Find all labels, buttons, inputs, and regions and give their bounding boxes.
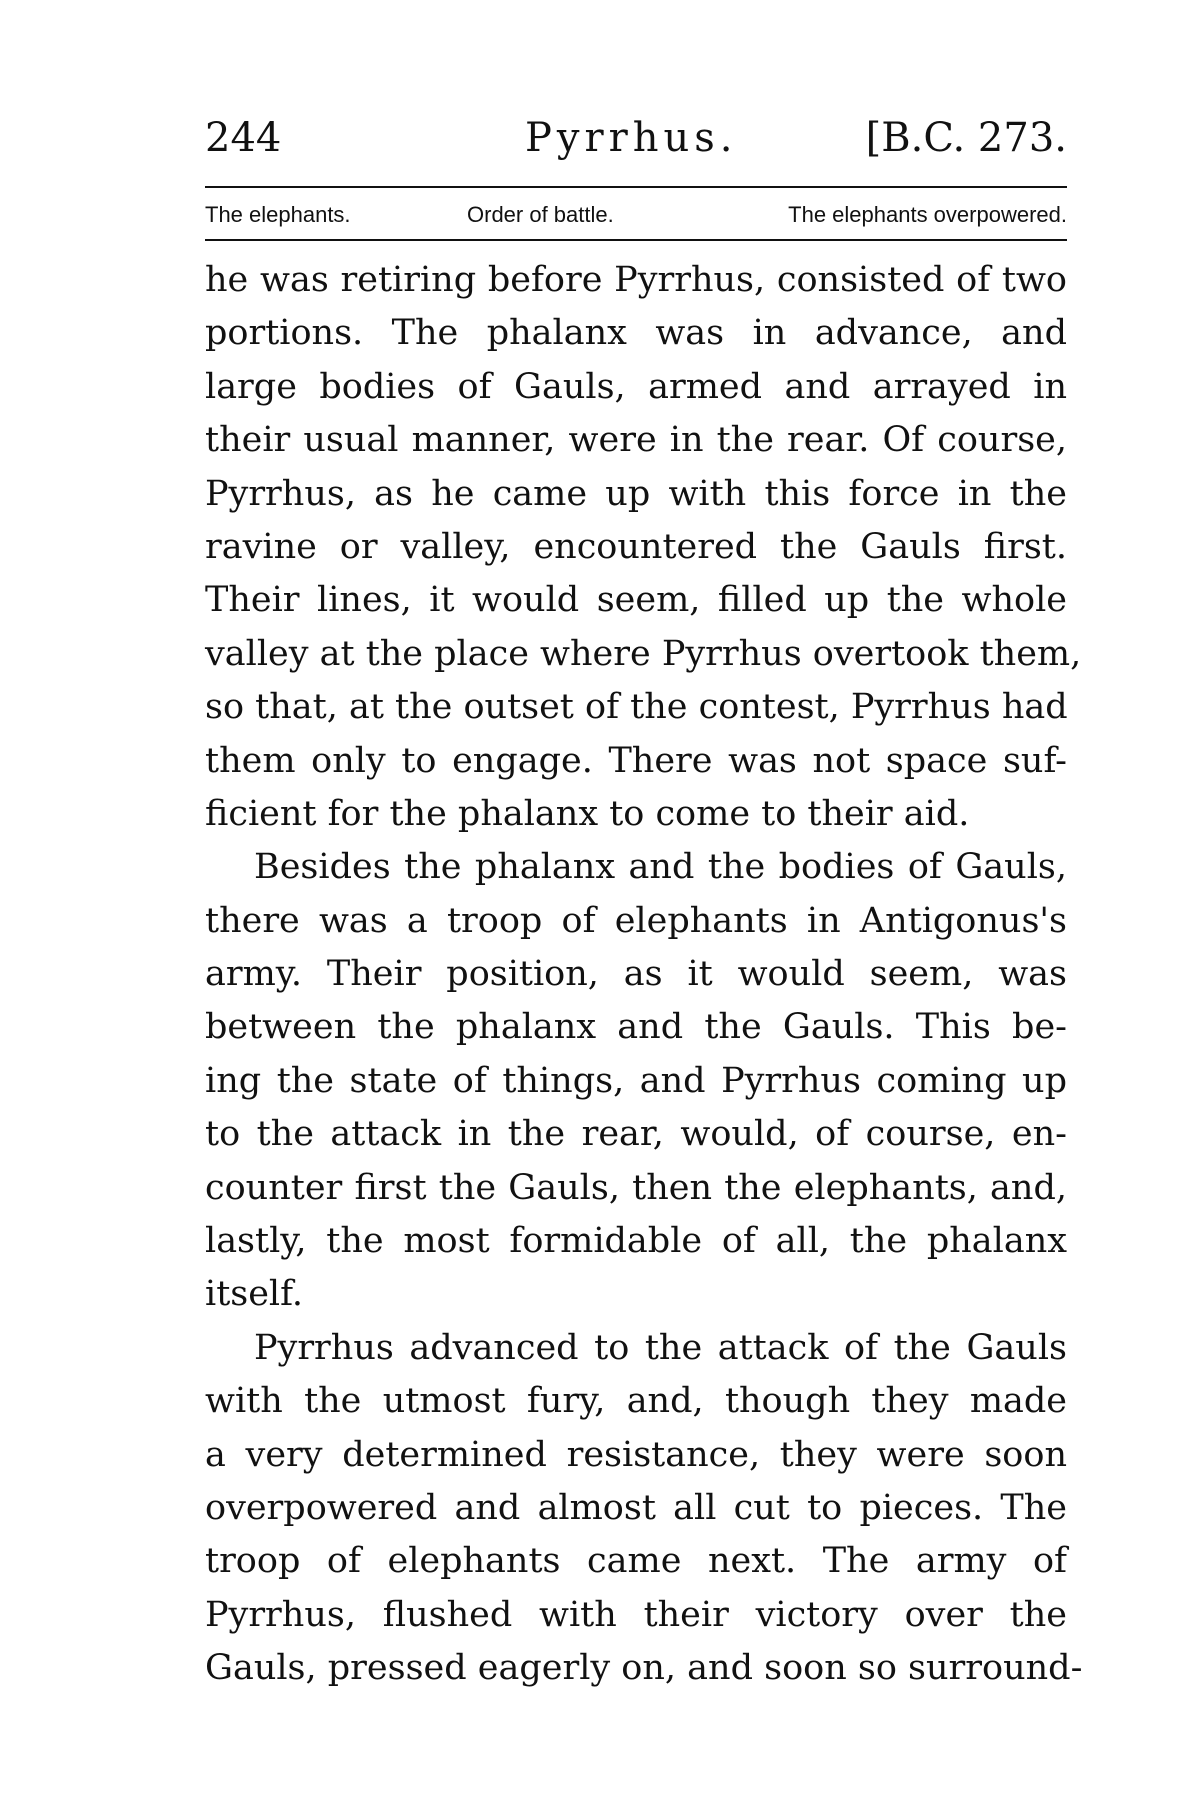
page-number: 244 <box>205 115 282 161</box>
header-rule-bottom <box>205 239 1067 241</box>
text-line: Pyrrhus, as he came up with this force in the <box>205 473 1067 514</box>
text-line: ing the state of things, and Pyrrhus coming up <box>205 1060 1067 1101</box>
text-line: Gauls, pressed eagerly on, and soon so surround- <box>205 1648 1083 1689</box>
subhead-elephants: The elephants. <box>205 202 351 227</box>
text-line: portions. The phalanx was in advance, and <box>205 313 1067 354</box>
text-line: army. Their position, as it would seem, was <box>205 954 1067 995</box>
text-line: he was retiring before Pyrrhus, consisted of two <box>205 260 1067 300</box>
text-line: Besides the phalanx and the bodies of Gauls, <box>254 847 1067 888</box>
header-rule-top <box>205 186 1067 188</box>
text-line: valley at the place where Pyrrhus overtook them, <box>205 633 1082 674</box>
paragraph-1 <box>205 254 1082 841</box>
paragraph-2 <box>205 841 1067 1322</box>
text-line: Pyrrhus, flushed with their victory over the <box>205 1594 1067 1635</box>
subhead-elephants-overpowered: The elephants overpowered. <box>788 202 1067 227</box>
subhead-order-of-battle: Order of battle. <box>467 202 614 227</box>
text-line: lastly, the most formidable of all, the phalanx <box>205 1221 1067 1262</box>
text-line: troop of elephants came next. The army of <box>205 1541 1067 1582</box>
text-line: their usual manner, were in the rear. Of course, <box>205 420 1067 461</box>
text-line: with the utmost fury, and, though they made <box>205 1381 1067 1422</box>
text-line: them only to engage. There was not space suf- <box>205 740 1067 781</box>
text-line: itself. <box>205 1274 303 1315</box>
text-line: ravine or valley, encountered the Gauls first. <box>205 526 1067 567</box>
subheads <box>205 196 1067 234</box>
text-line: ficient for the phalanx to come to their aid. <box>205 793 970 834</box>
body-text <box>205 254 1083 1696</box>
running-head <box>205 110 1067 166</box>
paragraph-3 <box>205 1322 1083 1696</box>
text-line: Pyrrhus advanced to the attack of the Gauls <box>254 1327 1067 1368</box>
text-line: there was a troop of elephants in Antigonus's <box>205 900 1067 941</box>
text-line: to the attack in the rear, would, of course, en- <box>205 1114 1067 1155</box>
text-line: counter first the Gauls, then the elephants, and, <box>205 1167 1067 1208</box>
text-line: large bodies of Gauls, armed and arrayed in <box>205 366 1067 407</box>
running-date: [B.C. 273. <box>865 115 1067 161</box>
text-line: a very determined resistance, they were soon <box>205 1434 1067 1475</box>
text-line: overpowered and almost all cut to pieces. The <box>205 1487 1067 1528</box>
text-line: between the phalanx and the Gauls. This be- <box>205 1007 1067 1048</box>
text-line: so that, at the outset of the contest, Pyrrhus had <box>205 687 1068 728</box>
text-line: Their lines, it would seem, filled up the whole <box>205 580 1067 621</box>
running-title: Pyrrhus. <box>525 115 738 161</box>
